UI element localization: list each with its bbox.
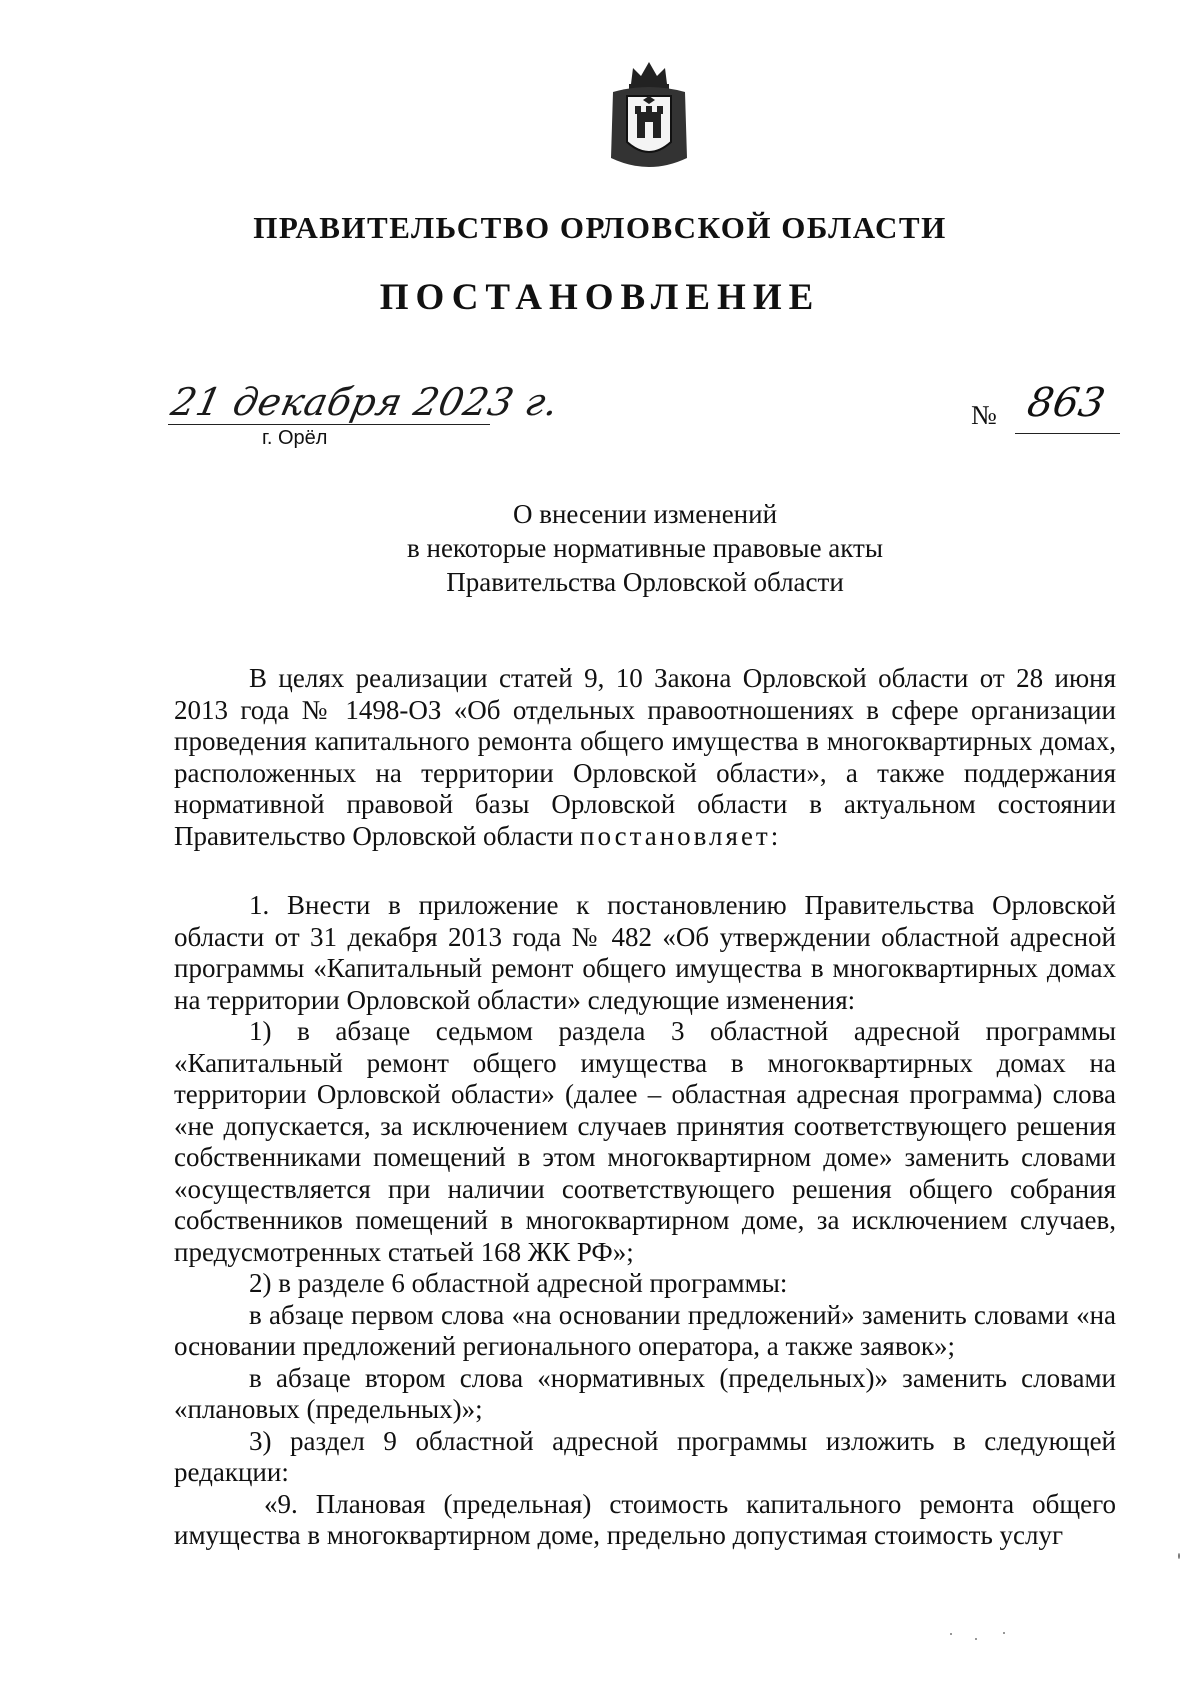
preamble-paragraph: [174, 663, 1116, 852]
subject-line: Правительства Орловской области: [446, 567, 844, 597]
decree-word: постановляет:: [580, 820, 782, 851]
number-label: №: [971, 400, 997, 430]
subject-line: О внесении изменений: [512, 499, 778, 529]
scan-speck: [1178, 1553, 1180, 1559]
scan-speck: [975, 1638, 977, 1640]
document-subject: [0, 497, 1200, 599]
amendments-section: [174, 890, 1116, 1552]
subitem-2-paragraph-2: в абзаце втором слова «нормативных (предельных)» заменить словами «плановых (предельных)»;: [174, 1362, 1116, 1424]
subitem-2-paragraph-1: в абзаце первом слова «на основании предложений» заменить словами «на основании предложений регионального оператора, а также заявок»;: [174, 1299, 1116, 1361]
date-underline: [168, 424, 490, 425]
subitem-1: 1) в абзаце седьмом раздела 3 областной адресной программы «Капитальный ремонт общего имущества в многоквартирных домах на территории Орловской области» (далее – областная адресная программа) слова «не допускается, за исключением случаев принятия соответствующего решения собственниками помещений в этом многоквартирном доме» заменить словами «осуществляется при наличии соответствующего решения общего собрания собственников помещений в многоквартирном доме, за исключением случаев, предусмотренных статьей 168 ЖК РФ»;: [174, 1016, 1116, 1267]
preamble-text-wrapper: [174, 663, 1116, 852]
city-label: г. Орёл: [262, 427, 328, 449]
preamble-text: В целях реализации статей 9, 10 Закона Орловской области от 28 июня 2013 года № 1498-ОЗ «Об отдельных правоотношениях в сфере организации проведения капитального ремонта общего имущества в многоквартирных домах, расположенных на территории Орловской области», а также поддержания нормативной правовой базы Орловской области в актуальном состоянии Правительство Орловской области: [174, 663, 1116, 851]
document-type-title: ПОСТАНОВЛЕНИЕ: [379, 277, 821, 318]
number-underline: [1015, 433, 1120, 434]
handwritten-date: 21 декабря 2023 г.: [167, 380, 563, 424]
scan-speck: [1003, 1632, 1005, 1634]
handwritten-number: 863: [1023, 380, 1109, 426]
scan-speck: [950, 1633, 952, 1635]
subject-line: в некоторые нормативные правовые акты: [407, 533, 883, 563]
quoted-section-9: «9. Плановая (предельная) стоимость капитального ремонта общего имущества в многоквартирном доме, предельно допустимая стоимость услуг: [174, 1488, 1116, 1550]
subitem-3: 3) раздел 9 областной адресной программы изложить в следующей редакции:: [174, 1425, 1116, 1487]
coat-of-arms-emblem: [607, 58, 691, 174]
government-title: ПРАВИТЕЛЬСТВО ОРЛОВСКОЙ ОБЛАСТИ: [253, 210, 947, 245]
subitem-2: 2) в разделе 6 областной адресной программы:: [249, 1268, 788, 1298]
item-1: 1. Внести в приложение к постановлению Правительства Орловской области от 31 декабря 2013 года № 482 «Об утверждении областной адресной программы «Капитальный ремонт общего имущества в многоквартирных домах на территории Орловской области» следующие изменения:: [174, 890, 1116, 1015]
